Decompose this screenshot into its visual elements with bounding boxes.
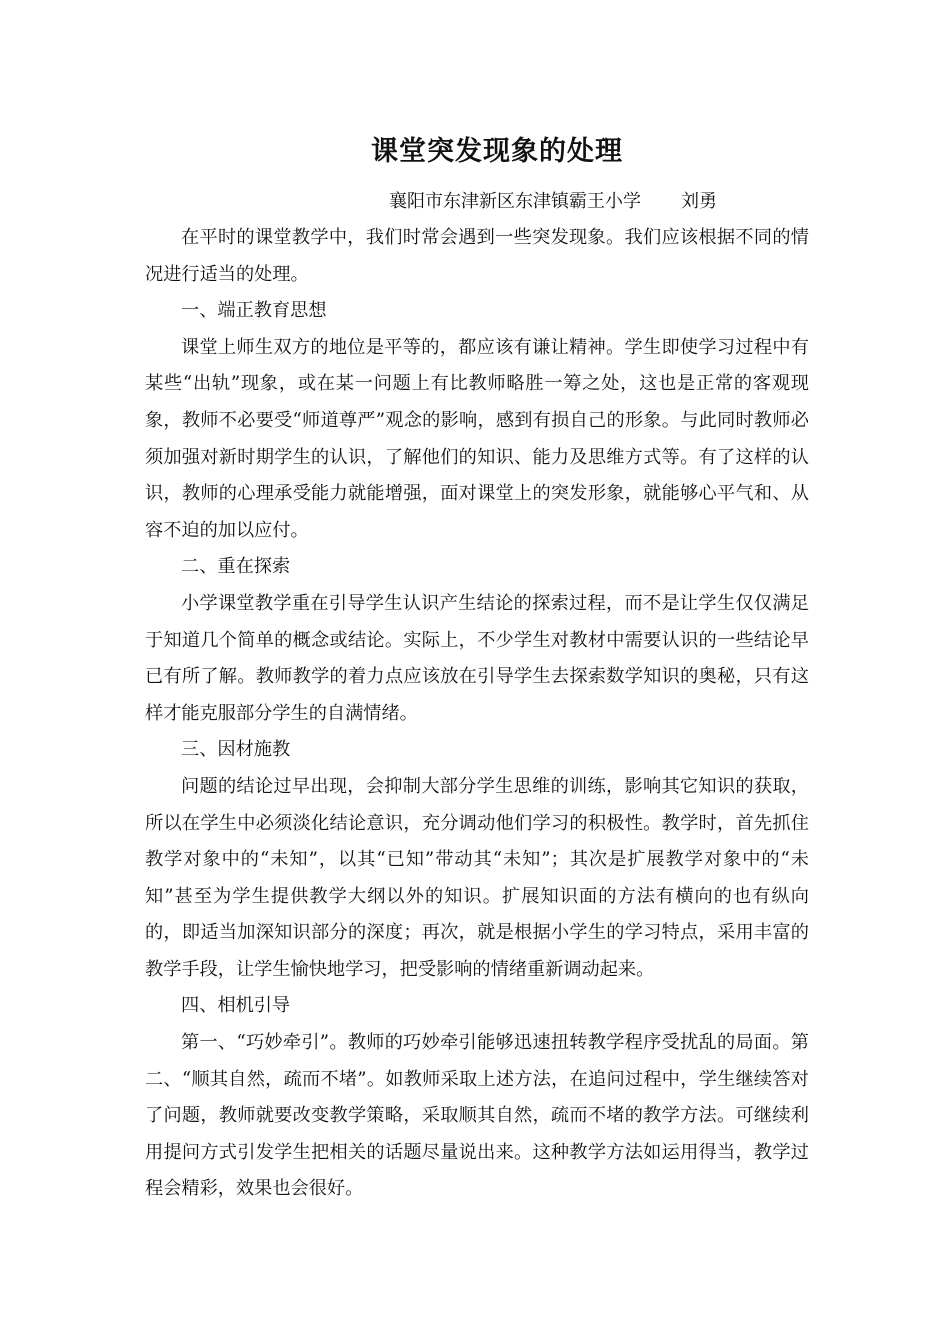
- author-name: 刘勇: [681, 191, 717, 212]
- section-heading-3: 三、因材施教: [181, 739, 291, 761]
- document-page: [145, 128, 809, 1208]
- section-heading-1: 一、端正教育思想: [181, 300, 327, 322]
- section-body-3: 问题的结论过早出现，会抑制大部分学生思维的训练，影响其它知识的获取，所以在学生中必须淡化结论意识，充分调动他们学习的积极性。教学时，首先抓住教学对象中的“未知”，以其“已知”带动其“未知”；其次是扩展教学对象中的“未知”甚至为学生提供教学大纲以外的知识。扩展知识面的方法有横向的也有纵向的，即适当加深知识部分的深度；再次，就是根据小学生的学习特点，采用丰富的教学手段，让学生愉快地学习，把受影响的情绪重新调动起来。: [145, 775, 809, 980]
- byline: [145, 184, 809, 220]
- intro-paragraph: 在平时的课堂教学中，我们时常会遇到一些突发现象。我们应该根据不同的情况进行适当的处理。: [145, 227, 809, 285]
- section-body-1: 课堂上师生双方的地位是平等的，都应该有谦让精神。学生即使学习过程中有某些“出轨”现象，或在某一问题上有比教师略胜一筹之处，这也是正常的客观现象，教师不必要受“师道尊严”观念的影响，感到有损自己的形象。与此同时教师必须加强对新时期学生的认识，了解他们的知识、能力及思维方式等。有了这样的认识，教师的心理承受能力就能增强，面对课堂上的突发形象，就能够心平气和、从容不迫的加以应付。: [145, 336, 809, 541]
- document-title: 课堂突发现象的处理: [371, 136, 623, 167]
- section-heading-2: 二、重在探索: [181, 556, 291, 578]
- section-heading-4: 四、相机引导: [181, 995, 291, 1017]
- school-name: 襄阳市东津新区东津镇霸王小学: [389, 191, 641, 212]
- section-body-4: 第一、“巧妙牵引”。教师的巧妙牵引能够迅速扭转教学程序受扰乱的局面。第二、“顺其自然，疏而不堵”。如教师采取上述方法，在追问过程中，学生继续答对了问题，教师就要改变教学策略，采取顺其自然，疏而不堵的教学方法。可继续利用提问方式引发学生把相关的话题尽量说出来。这种教学方法如运用得当，教学过程会精彩，效果也会很好。: [145, 1032, 809, 1200]
- section-body-2: 小学课堂教学重在引导学生认识产生结论的探索过程，而不是让学生仅仅满足于知道几个简单的概念或结论。实际上，不少学生对教材中需要认识的一些结论早已有所了解。教师教学的着力点应该放在引导学生去探索数学知识的奥秘，只有这样才能克服部分学生的自满情绪。: [145, 592, 809, 724]
